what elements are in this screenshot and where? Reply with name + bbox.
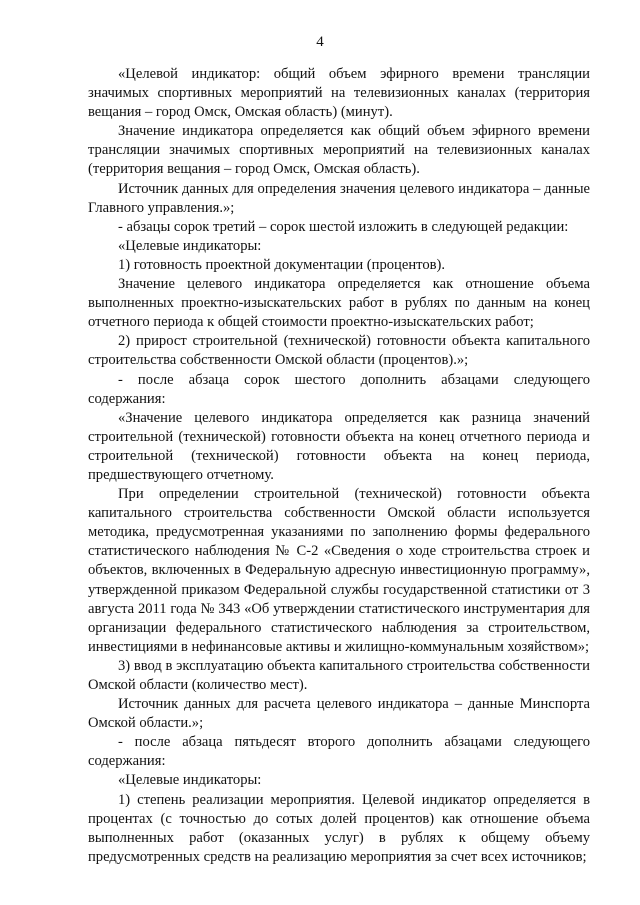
- paragraph-readiness-difference-definition: «Значение целевого индикатора определяется как разница значений строительной (технической) готовности объекта на конец отчетного периода и строительной (технической) готовности объекта на конец периода, предшествующего отчетному.: [88, 409, 590, 483]
- page-number: 4: [316, 34, 324, 50]
- paragraph-amend-43-46: - абзацы сорок третий – сорок шестой изложить в следующей редакции:: [118, 218, 569, 235]
- paragraph-add-after-46: - после абзаца сорок шестого дополнить абзацами следующего содержания:: [88, 371, 590, 407]
- paragraph-item-1-implementation-degree: 1) степень реализации мероприятия. Целевой индикатор определяется в процентах (с точностью до сотых долей процентов) как отношение объема выполненных работ (оказанных услуг) в рублях к общему объему предусмотренных средств на реализацию мероприятия за счет всех источников;: [88, 791, 590, 865]
- paragraph-add-after-52: - после абзаца пятьдесят второго дополнить абзацами следующего содержания:: [88, 734, 590, 770]
- paragraph-design-readiness-definition: Значение целевого индикатора определяется как отношение объема выполненных проектно-изыскательских работ в рублях по данным на конец отчетного периода к общей стоимости проектно-изыскательских работ;: [88, 276, 590, 331]
- paragraph-indicator-value-definition: Значение индикатора определяется как общий объем эфирного времени трансляции значимых спортивных мероприятий на телевизионных каналах (территория вещания – город Омск, Омская область).: [88, 123, 590, 178]
- paragraph-target-indicators-heading: «Целевые индикаторы:: [118, 237, 262, 254]
- document-body: [88, 65, 590, 867]
- paragraph-target-indicators-heading-2: «Целевые индикаторы:: [118, 772, 262, 789]
- paragraph-item-1-design-readiness: 1) готовность проектной документации (процентов).: [118, 256, 446, 273]
- paragraph-methodology-c2-form: При определении строительной (технической) готовности объекта капитального строительства собственности Омской области используется методика, предусмотренная указаниями по заполнению формы федерального статистического наблюдения № С-2 «Сведения о ходе строительства строек и объектов, включенных в Федеральную адресную инвестиционную программу», утвержденной приказом Федеральной службы государственной статистики от 3 августа 2011 года № 343 «Об утверждении статистического инструментария для организации федерального статистического наблюдения за строительством, инвестициями в нефинансовые активы и жилищно-коммунальным хозяйством»;: [88, 486, 590, 655]
- paragraph-data-source-main-directorate: Источник данных для определения значения целевого индикатора – данные Главного управления.»;: [88, 180, 590, 216]
- paragraph-item-2-construction-readiness: 2) прирост строительной (технической) готовности объекта капитального строительства собственности Омской области (процентов).»;: [88, 333, 590, 369]
- paragraph-target-indicator-airtime: «Целевой индикатор: общий объем эфирного времени трансляции значимых спортивных мероприятий на телевизионных каналах (территория вещания – город Омск, Омская область) (минут).: [88, 66, 590, 121]
- paragraph-item-3-commissioning: 3) ввод в эксплуатацию объекта капитального строительства собственности Омской области (количество мест).: [88, 657, 590, 693]
- paragraph-data-source-minsport: Источник данных для расчета целевого индикатора – данные Минспорта Омской области.»;: [88, 696, 590, 732]
